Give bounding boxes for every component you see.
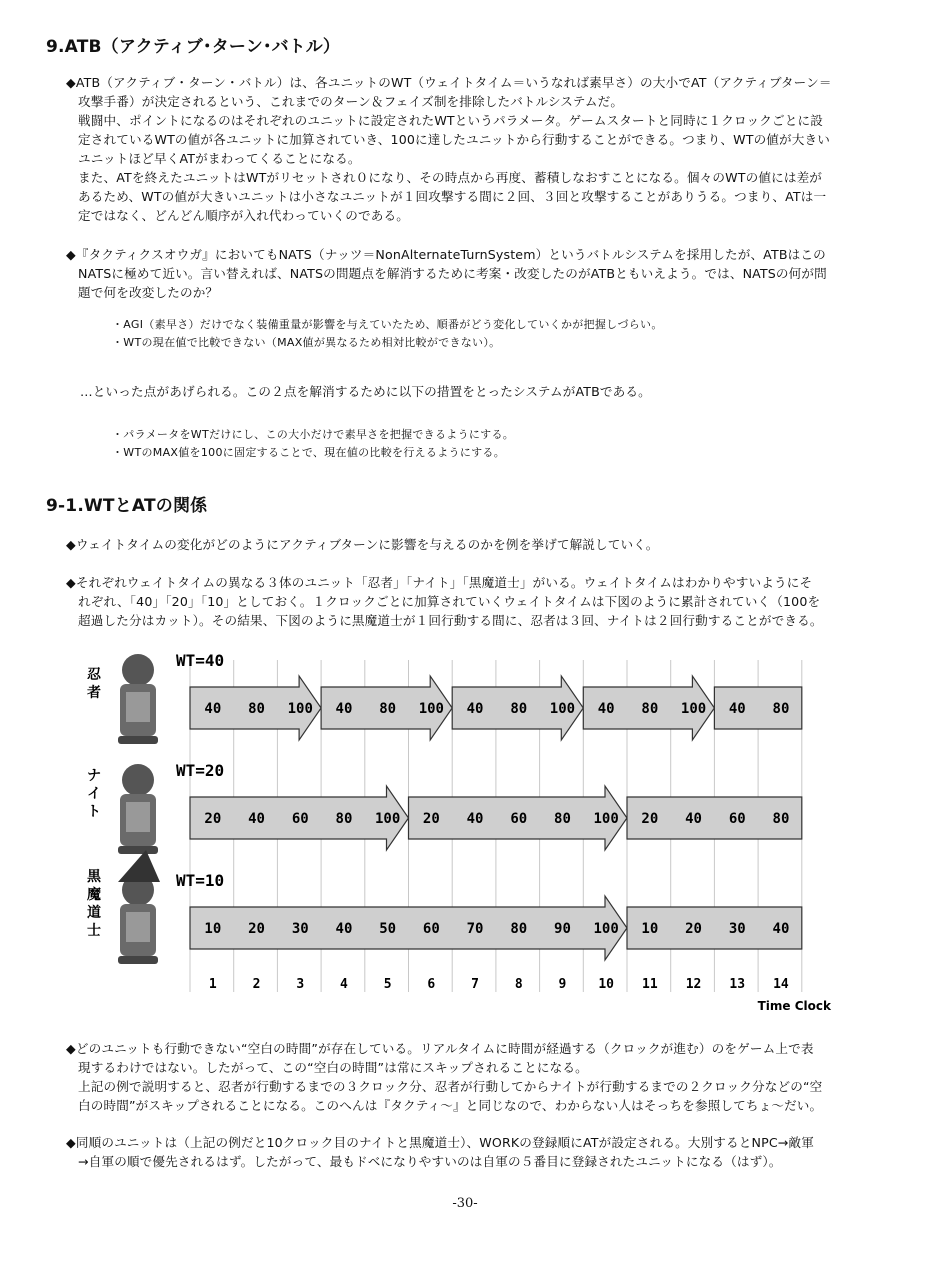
x-tick-label: 6: [427, 977, 436, 992]
text-line: ◆ATB（アクティブ・ターン・バトル）は、各ユニットのWT（ウェイトタイム＝いうなれば素早さ）の大小でAT（アクティブターン＝: [66, 75, 832, 90]
knight-sprite-icon: [118, 764, 158, 854]
wt-value: 100: [287, 701, 313, 717]
wt-value: 90: [554, 921, 571, 937]
text-line: ◆どのユニットも行動できない“空白の時間”が存在している。リアルタイムに時間が経過する（クロックが進む）のをゲーム上で表: [66, 1041, 814, 1056]
text-line: ◆それぞれウェイトタイムの異なる３体のユニット「忍者」「ナイト」「黒魔道士」がいる。ウェイトタイムはわかりやすいようにそ: [66, 575, 813, 590]
wt-value: 40: [248, 811, 265, 827]
note-item: ・WTのMAX値を100に固定することで、現在値の比較を行えるようにする。: [112, 446, 506, 459]
wt-value: 40: [685, 811, 702, 827]
text-line: →自軍の順で優先されるはず。したがって、最もドベになりやすいのは自軍の５番目に登録されたユニットになる（はず）。: [78, 1154, 782, 1169]
text-line: ◆ウェイトタイムの変化がどのようにアクティブターンに影響を与えるのかを例を挙げて解説していく。: [66, 537, 659, 552]
wt-value: 60: [510, 811, 528, 827]
wt-value: 20: [248, 921, 265, 937]
wt-value: 100: [593, 811, 619, 827]
x-tick-label: 7: [471, 977, 479, 992]
unit-row: [87, 761, 802, 854]
text-line: ユニットほど早くATがまわってくることになる。: [78, 151, 361, 166]
wt-value: 80: [510, 921, 528, 937]
x-tick-label: 12: [685, 977, 702, 992]
wt-value: 100: [549, 701, 576, 717]
note-item: ・WTの現在値で比較できない（MAX値が異なるため相対比較ができない）。: [112, 336, 501, 349]
wt-value: 100: [375, 811, 401, 827]
wt-value: 60: [291, 811, 309, 827]
text-line: 題で何を改変したのか？: [78, 285, 219, 300]
x-tick-label: 3: [296, 977, 305, 992]
text-line: また、ATを終えたユニットはWTがリセットされ０になり、その時点から再度、蓄積しなおすことになる。個々のWTの値には差が: [78, 170, 823, 185]
note-item: ・AGI（素早さ）だけでなく装備重量が影響を与えていたため、順番がどう変化していくかが把握しづらい。: [112, 318, 663, 331]
text-line: 戦闘中、ポイントになるのはそれぞれのユニットに設定されたWTというパラメータ。ゲームスタートと同時に１クロックごとに設: [78, 113, 823, 128]
wt-value: 20: [204, 811, 222, 827]
paragraph-blank-time: [66, 1039, 822, 1115]
x-tick-label: 5: [383, 977, 392, 992]
x-axis-label: Time Clock: [757, 999, 831, 1013]
wt-value: 80: [379, 701, 397, 717]
wt-value: 40: [466, 811, 484, 827]
text-line: …といった点があげられる。この２点を解消するために以下の措置をとったシステムがATBである。: [80, 384, 651, 399]
wt-value: 50: [379, 921, 397, 937]
text-line: 現するわけではない。したがって、この“空白の時間”は常にスキップされることになる。: [78, 1060, 588, 1075]
text-line: 攻撃手番）が決定されるという、これまでのターン＆フェイズ制を排除したバトルシステムだ。: [78, 94, 624, 109]
wt-value: 30: [728, 921, 746, 937]
x-tick-label: 4: [340, 977, 348, 992]
x-tick-label: 8: [514, 977, 523, 992]
text-line: 定ではなく、どんどん順序が入れ代わっていくのである。: [78, 208, 409, 223]
text-line: 白の時間”がスキップされることになる。このへんは『タクティ～』と同じなので、わからない人はそっちを参照してちょ～だい。: [78, 1098, 823, 1113]
unit-name-label: 忍者: [87, 667, 101, 701]
x-tick-label: 10: [598, 977, 614, 992]
wt-value: 100: [418, 701, 444, 717]
page-number: -30-: [452, 1196, 478, 1211]
wt-value: 100: [680, 701, 707, 717]
text-line: ◆『タクティクスオウガ』においてもNATS（ナッツ＝NonAlternateTurnSystem）というバトルシステムを採用したが、ATBはこの: [66, 247, 826, 262]
paragraph-same-order: [66, 1133, 814, 1171]
note-item: ・パラメータをWTだけにし、この大小だけで素早さを把握できるようにする。: [112, 428, 515, 441]
wt-value: 40: [466, 701, 484, 717]
x-tick-label: 2: [252, 977, 261, 992]
wt-label: WT=20: [176, 761, 225, 780]
unit-row: [87, 651, 802, 744]
wt-value: 80: [641, 701, 659, 717]
unit-name-label: ナイト: [87, 768, 101, 820]
x-tick-label: 13: [729, 977, 746, 992]
text-line: 超過した分はカット）。その結果、下図のように黒魔道士が１回行動する間に、忍者は３回、ナイトは２回行動することができる。: [78, 613, 823, 628]
wt-value: 40: [772, 921, 790, 937]
section-heading-wt-at: 9-1.WTとATの関係: [46, 496, 208, 516]
wt-value: 80: [335, 811, 353, 827]
wt-value: 100: [593, 921, 619, 937]
text-line: 定されているWTの値が各ユニットに加算されていき、100に達したユニットから行動することができる。つまり、WTの値が大きい: [78, 132, 831, 147]
text-line: あるため、WTの値が大きいユニットは小さなユニットが１回攻撃する間に２回、３回と攻撃することがありうる。つまり、ATは一: [78, 189, 827, 204]
text-line: ◆同順のユニットは（上記の例だと10クロック目のナイトと黒魔道士）、WORKの登録順にATが設定される。大別するとNPC→敵軍: [66, 1135, 814, 1150]
wt-value: 80: [772, 811, 790, 827]
x-tick-label: 11: [642, 977, 658, 992]
text-line: NATSに極めて近い。言い替えれば、NATSの問題点を解消するために考案・改変したのがATBともいえよう。では、NATSの何が問: [78, 266, 827, 281]
wt-value: 20: [685, 921, 702, 937]
wt-value: 40: [204, 701, 222, 717]
wt-value: 40: [728, 701, 746, 717]
wt-value: 10: [204, 921, 222, 937]
x-tick-label: 1: [208, 977, 217, 992]
wt-value: 10: [641, 921, 659, 937]
wt-value: 30: [291, 921, 309, 937]
wt-value: 40: [597, 701, 615, 717]
x-tick-label: 14: [773, 977, 789, 992]
section-heading-atb: 9.ATB（アクティブ･ターン･バトル）: [46, 37, 341, 57]
wt-value: 20: [641, 811, 659, 827]
wt-value: 20: [422, 811, 440, 827]
wt-value: 60: [728, 811, 746, 827]
ninja-sprite-icon: [118, 654, 158, 744]
wt-value: 70: [466, 921, 484, 937]
wt-value: 80: [248, 701, 265, 717]
text-line: 上記の例で説明すると、忍者が行動するまでの３クロック分、忍者が行動してからナイトが行動するまでの２クロック分などの“空: [78, 1079, 823, 1094]
wt-value: 80: [554, 811, 571, 827]
wt-value: 60: [422, 921, 440, 937]
black-mage-sprite-icon: [118, 850, 160, 964]
wt-value: 80: [772, 701, 790, 717]
wt-value: 40: [335, 701, 353, 717]
wt-value: 80: [510, 701, 528, 717]
wt-label: WT=40: [176, 651, 225, 670]
text-line: れぞれ、「40」「20」「10」としておく。１クロックごとに加算されていくウェイトタイムは下図のように累計されていく（100を: [78, 594, 821, 609]
unit-row: [87, 850, 802, 964]
wt-label: WT=10: [176, 871, 225, 890]
x-tick-label: 9: [558, 977, 567, 992]
unit-name-label: 黒魔道士: [87, 869, 101, 939]
wt-value: 40: [335, 921, 353, 937]
